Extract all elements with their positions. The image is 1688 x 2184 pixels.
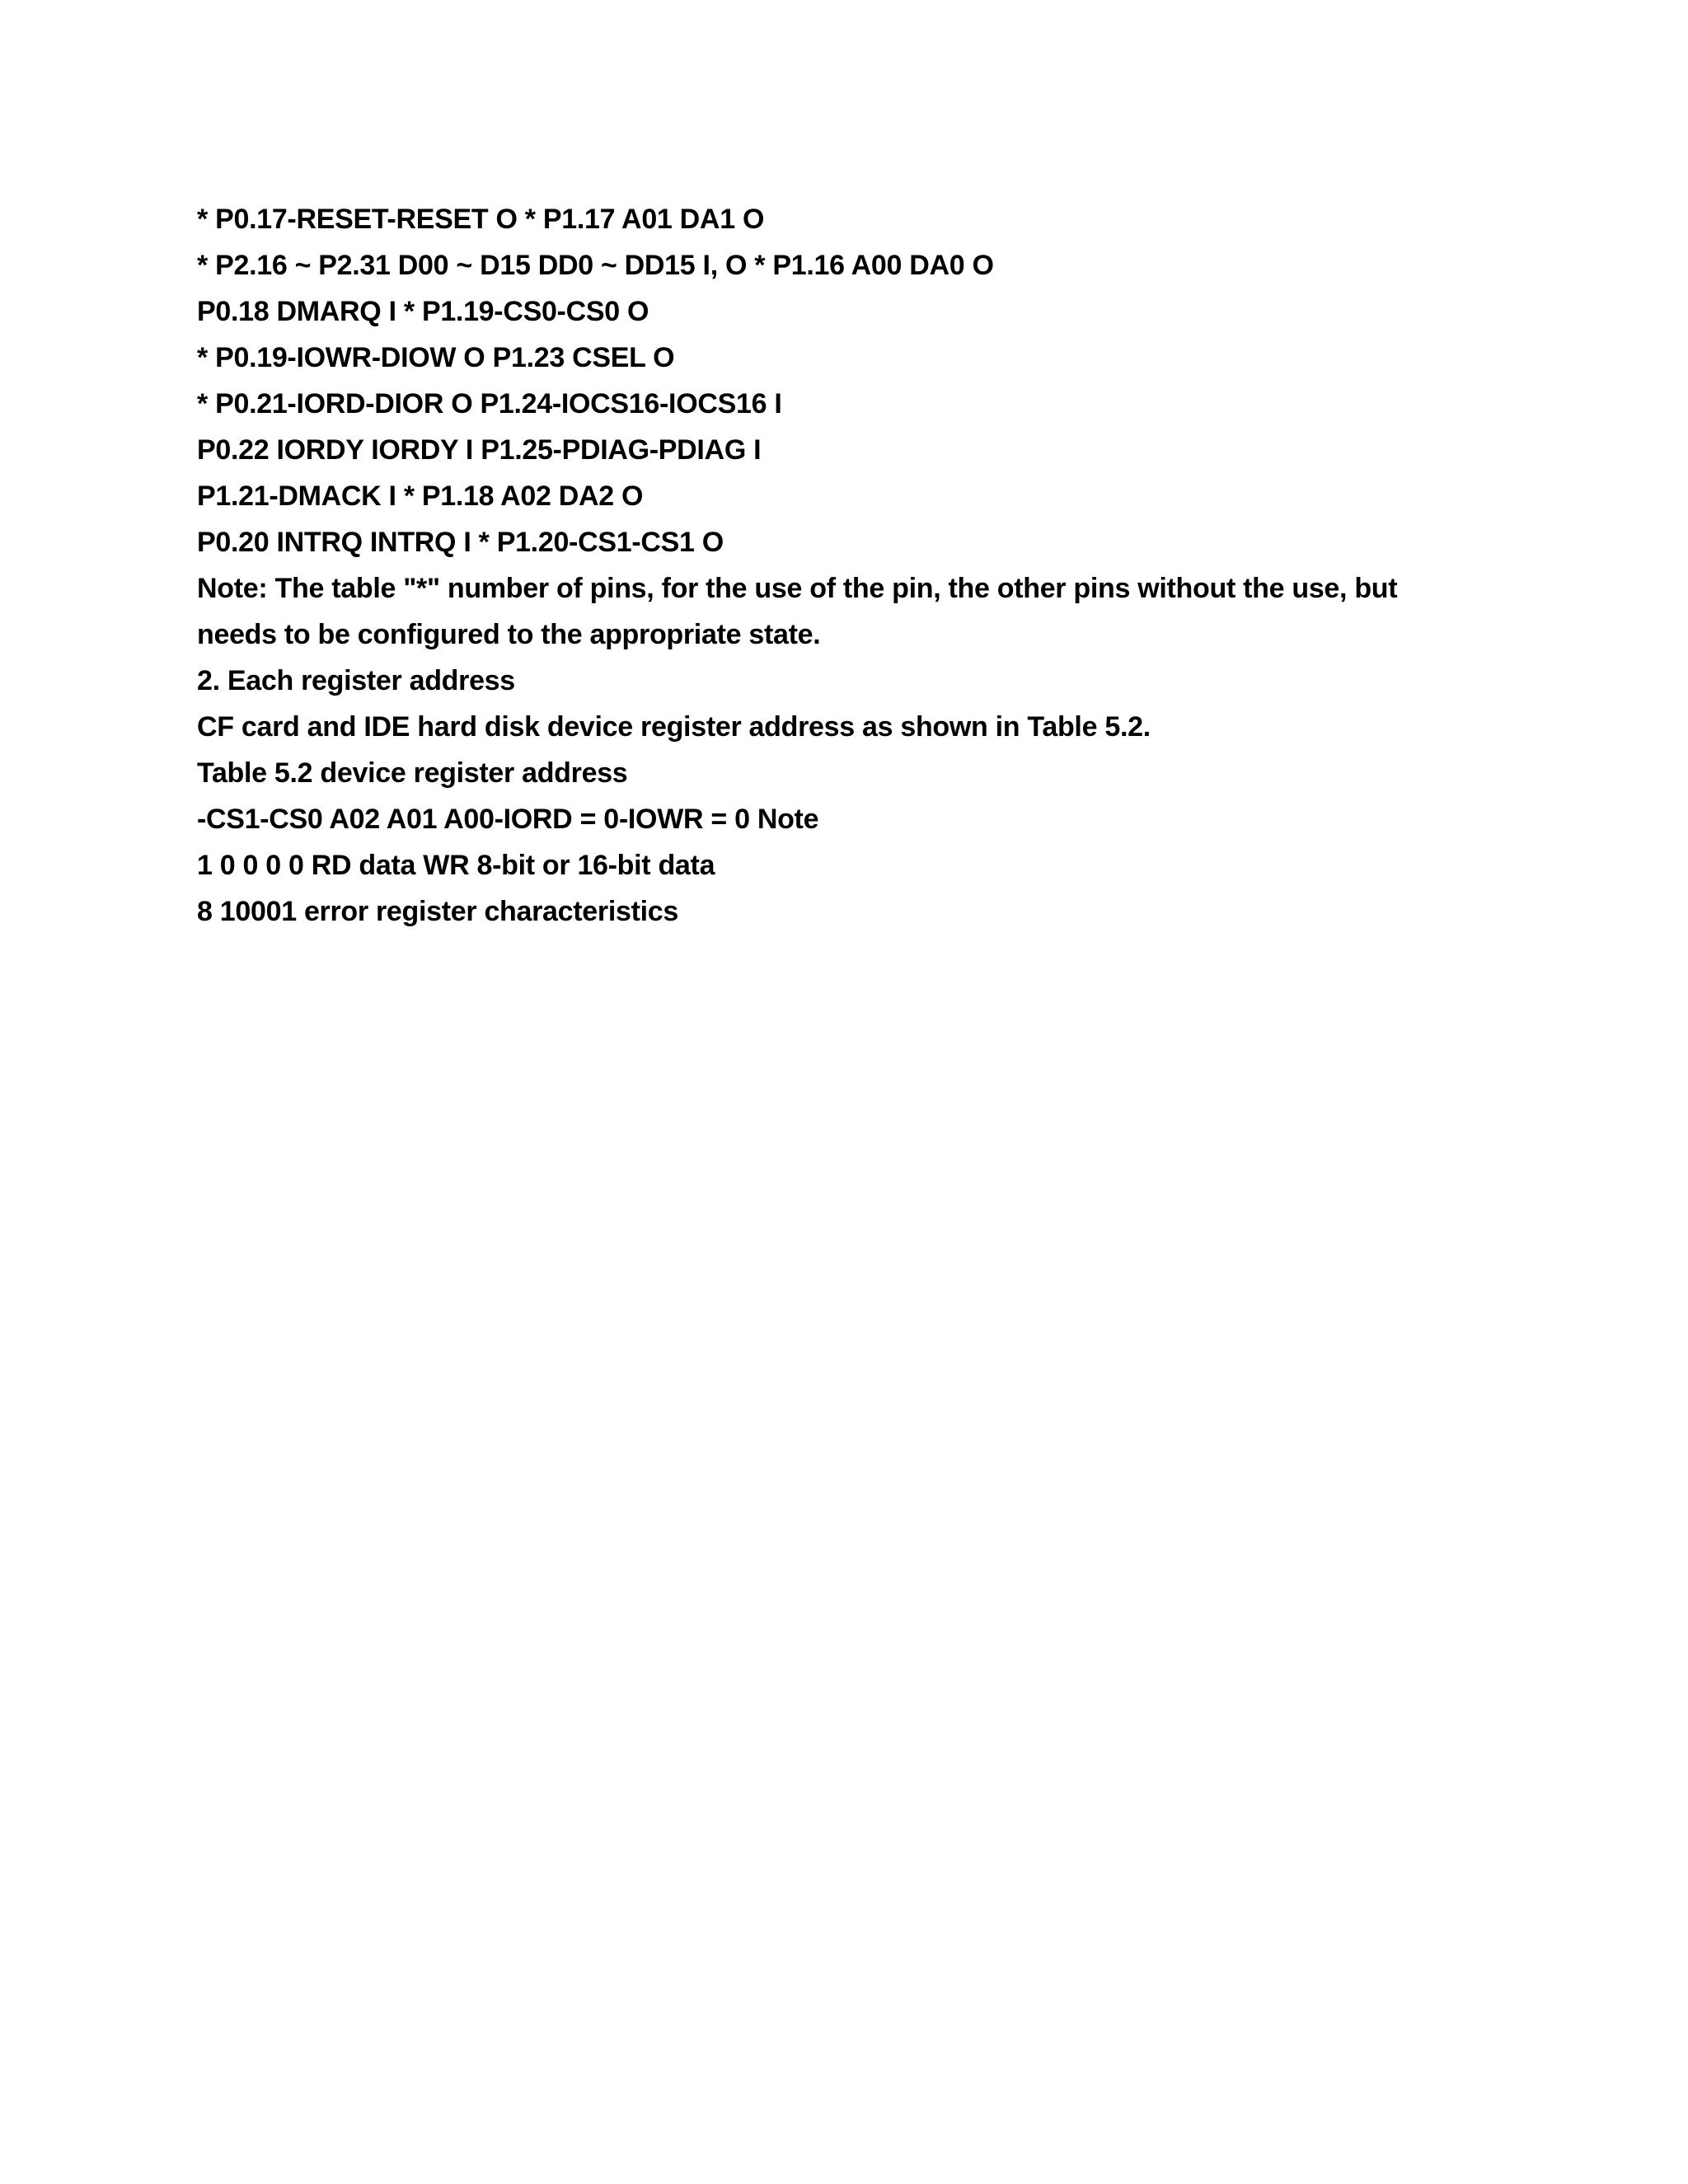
pin-row-dmack: P1.21-DMACK I * P1.18 A02 DA2 O — [197, 480, 644, 512]
pin-row-iordy: P0.22 IORDY IORDY I P1.25-PDIAG-PDIAG I — [197, 434, 762, 466]
table-row-error: 8 10001 error register characteristics — [197, 896, 678, 927]
section-intro: CF card and IDE hard disk device register address as shown in Table 5.2. — [197, 711, 1151, 743]
note-line-1: Note: The table "*" number of pins, for the use of the pin, the other pins without the use, but — [197, 573, 1398, 604]
table-row-data: 1 0 0 0 0 RD data WR 8-bit or 16-bit data — [197, 850, 715, 881]
table-header-row: -CS1-CS0 A02 A01 A00-IORD = 0-IOWR = 0 Note — [197, 804, 819, 835]
pin-row-reset: * P0.17-RESET-RESET O * P1.17 A01 DA1 O — [197, 204, 765, 235]
pin-row-data-bus: * P2.16 ~ P2.31 D00 ~ D15 DD0 ~ DD15 I, O * P1.16 A00 DA0 O — [197, 250, 994, 281]
pin-row-iowr: * P0.19-IOWR-DIOW O P1.23 CSEL O — [197, 342, 675, 373]
section-heading: 2. Each register address — [197, 665, 515, 696]
table-caption: Table 5.2 device register address — [197, 757, 628, 789]
pin-row-iord: * P0.21-IORD-DIOR O P1.24-IOCS16-IOCS16 I — [197, 388, 782, 419]
pin-row-intrq: P0.20 INTRQ INTRQ I * P1.20-CS1-CS1 O — [197, 527, 724, 558]
pin-row-dmarq: P0.18 DMARQ I * P1.19-CS0-CS0 O — [197, 296, 649, 327]
document-body — [197, 196, 1516, 935]
note-line-2: needs to be configured to the appropriate state. — [197, 619, 821, 650]
